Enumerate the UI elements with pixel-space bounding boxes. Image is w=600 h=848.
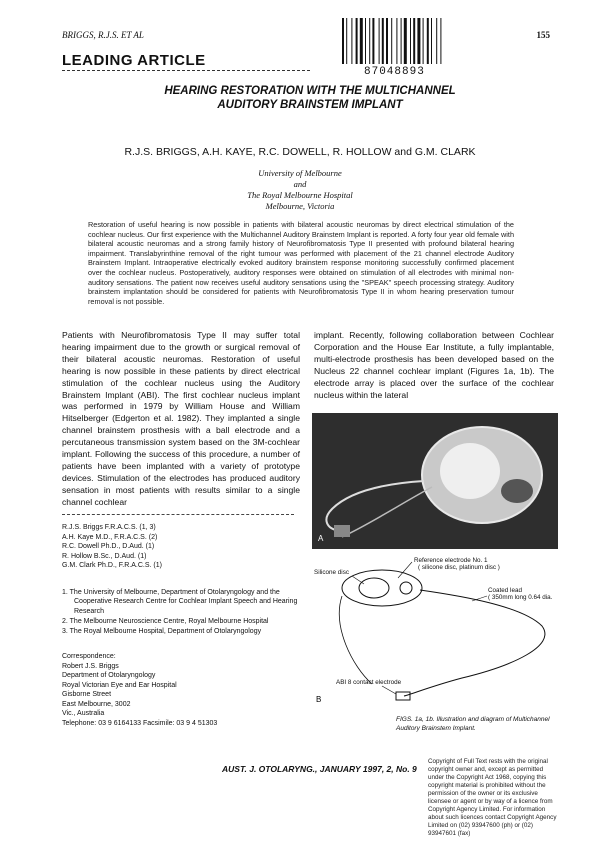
note-item: 2. The Melbourne Neuroscience Centre, Royal Melbourne Hospital	[62, 617, 269, 625]
body-column-right: implant. Recently, following collaboration between Cochlear Corporation and the House Ear Institute, a fully implantable, multi-electrode prosthesis has been developed based on the Nucleus 22 channel cochlear implant (Figures 1a, 1b). The electrode array is placed over the surface of the cochlear nucleus within the lateral	[314, 330, 554, 400]
label-coated-lead: Coated lead	[488, 587, 522, 594]
qualification-item: G.M. Clark Ph.D., F.R.A.C.S. (1)	[62, 562, 162, 569]
title-line-1: HEARING RESTORATION WITH THE MULTICHANNEL	[164, 85, 456, 97]
correspondence-line: Vic., Australia	[62, 710, 105, 717]
correspondence-line: Gisborne Street	[62, 691, 112, 698]
panel-a-label: A	[318, 534, 324, 543]
affiliation-line: University of Melbourne	[258, 168, 342, 178]
qualification-item: R.C. Dowell Ph.D., D.Aud. (1)	[62, 543, 155, 550]
title-line-2: AUDITORY BRAINSTEM IMPLANT	[217, 99, 403, 111]
correspondence-line: Department of Otolaryngology	[62, 672, 156, 679]
barcode	[340, 18, 482, 66]
footnote-divider	[62, 514, 294, 515]
article-title	[80, 84, 540, 112]
note-item: 1. The University of Melbourne, Department of Otolaryngology and the Cooperative Research Centre for Cochlear Implant Speech and Hearing Research	[62, 589, 298, 615]
qualification-item: R.J.S. Briggs F.R.A.C.S. (1, 3)	[62, 524, 156, 531]
section-rule	[62, 70, 310, 72]
correspondence-line: Robert J.S. Briggs	[62, 662, 119, 670]
affiliation-line: and	[293, 179, 307, 189]
section-label: LEADING ARTICLE	[62, 52, 206, 69]
affiliation	[150, 168, 450, 212]
label-reference-electrode: Reference electrode No. 1	[414, 557, 488, 564]
author-list: R.J.S. BRIGGS, A.H. KAYE, R.C. DOWELL, R. HOLLOW and G.M. CLARK	[124, 146, 476, 158]
affiliation-line: The Royal Melbourne Hospital	[247, 190, 353, 200]
correspondence-line: Royal Victorian Eye and Ear Hospital	[62, 681, 177, 689]
running-head: BRIGGS, R.J.S. ET AL	[62, 30, 144, 40]
correspondence-phone: Telephone: 03 9 6164133 Facsimile: 03 9 4 51303	[62, 719, 218, 727]
barcode-number: 87048893	[364, 66, 425, 78]
implant-photo	[312, 413, 558, 549]
correspondence-line: East Melbourne, 3002	[62, 700, 131, 708]
body-column-left: Patients with Neurofibromatosis Type II may suffer total hearing impairment due to the growth or surgical removal of their bilateral acoustic neuromas. Restoration of useful hearing is now possible in these patients by direct electrical stimulation of the cochlear nucleus using the Auditory Brainstem Implant (ABI). The first cochlear nucleus implant was performed in 1979 by William House and William Hitselberger (Edgerton et al. 1982). They implanted a single channel brainstem prosthesis with a ball electrode and a percutaneous transmission system based on the 3M-cochlear implant. Following the success of this procedure, a number of patients have been implanted with a variety of prototype devices. Stimulation of the electrodes has produced auditory sensation in most patients with results similar to a single channel cochlear	[62, 330, 300, 507]
abstract: Restoration of useful hearing is now possible in patients with bilateral acoustic neuromas by direct electrical stimulation of the cochlear nucleus. Our first experience with the Multichannel Auditory Brainstem Implant is reported. A forty four year old female with bilateral acoustic neuromas and a strong family history of Neurofibromatosis Type II presented with profound bilateral hearing impairment. Translabyrinthine removal of the right tumour was performed with placement of the 21 channel electrode Auditory Brainstem Implant. Intraoperative electrically evoked auditory brainstem response monitoring successfully confirmed placement over the cochlear nucleus. Postoperatively, auditory responses were obtained on stimulation of all electrodes with minimal non-auditory sensations. The patient now receives useful auditory sensations using the "SPEAK" speech processing strategy. Auditory brainstem implantation should be considered for patients with Neurofibromatosis Type II in whom hearing preservation tumour removal is not possible.	[88, 220, 514, 306]
correspondence	[62, 652, 217, 728]
page-number: 155	[536, 30, 550, 40]
author-qualifications	[62, 523, 162, 571]
figure-caption: FIGS. 1a, 1b. Illustration and diagram of Multichannel Auditory Brainstem Implant.	[396, 716, 550, 732]
affiliation-line: Melbourne, Victoria	[265, 201, 335, 211]
label-coated-lead-detail: ( 350mm long 0.64 dia.	[488, 594, 553, 601]
journal-footer: AUST. J. OTOLARYNG., JANUARY 1997, 2, No. 9	[222, 764, 417, 774]
label-silicone-disc: Silicone disc	[314, 569, 349, 576]
qualification-item: R. Hollow B.Sc., D.Aud. (1)	[62, 552, 147, 560]
label-reference-electrode-detail: ( silicone disc, platinum disc )	[418, 564, 500, 571]
label-abi-electrode: ABI 8 contact electrode	[336, 679, 402, 686]
copyright-notice: Copyright of Full Text rests with the original copyright owner and, except as permitted under the Copyright Act 1968, copying this copyright material is prohibited without the permission of the owner or its exclusive licensee or agent or by way of a licence from Copyright Agency Limited. For information about such licences contact Copyright Agency Limited on (02) 93947600 (ph) or (02) 93947601 (fax)	[428, 758, 557, 837]
note-item: 3. The Royal Melbourne Hospital, Department of Otolaryngology	[62, 628, 262, 636]
implant-diagram	[312, 556, 558, 704]
panel-b-label: B	[316, 695, 322, 704]
correspondence-heading: Correspondence:	[62, 653, 116, 660]
affiliation-notes	[62, 588, 298, 637]
qualification-item: A.H. Kaye M.D., F.R.A.C.S. (2)	[62, 533, 158, 541]
